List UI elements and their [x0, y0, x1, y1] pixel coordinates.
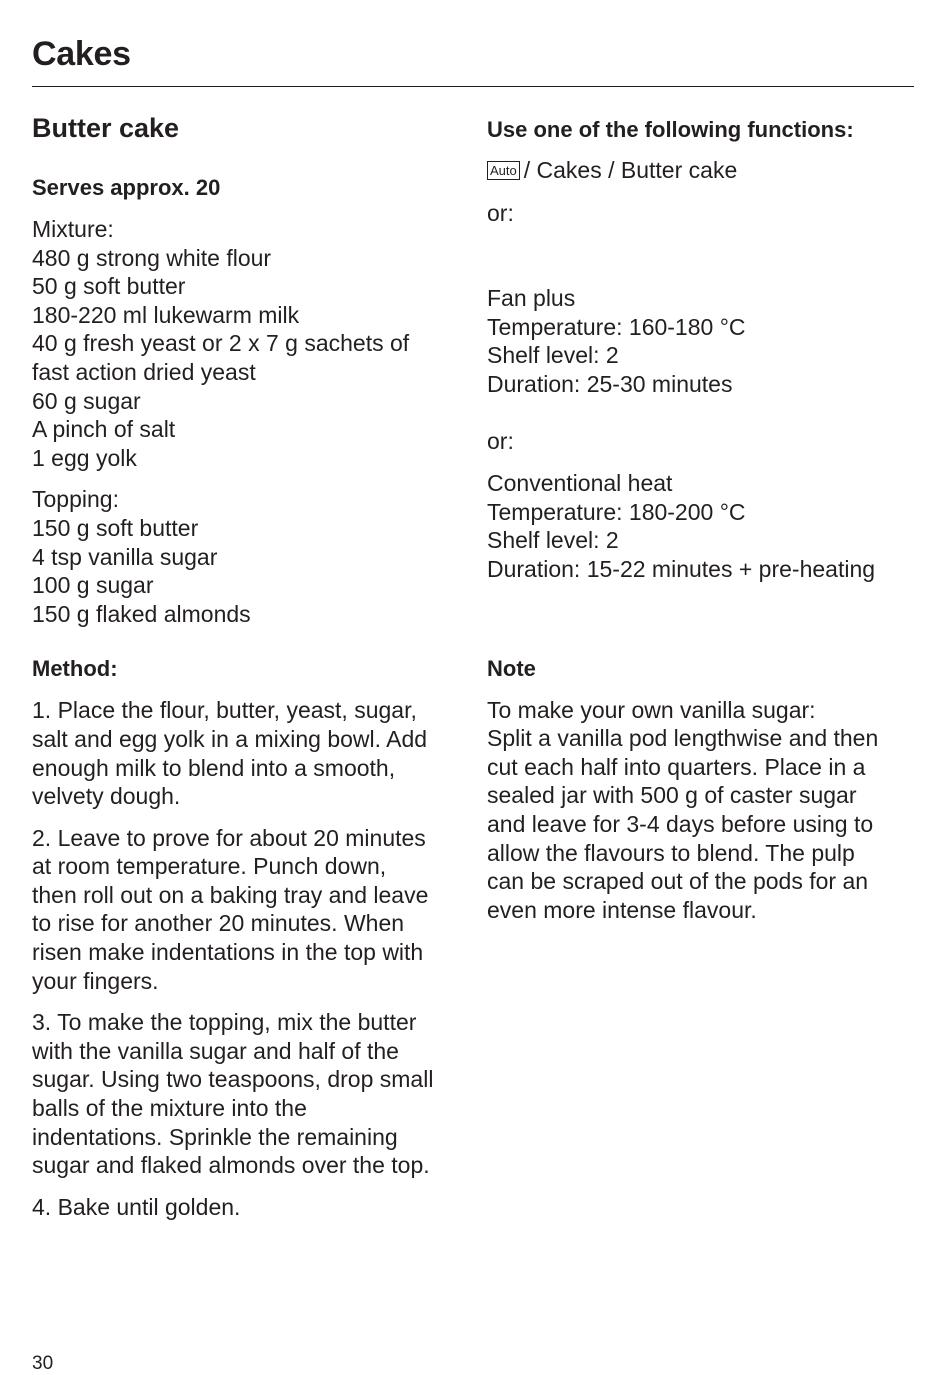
text-line: salt and egg yolk in a mixing bowl. Add	[32, 725, 428, 752]
method-step	[32, 824, 462, 996]
text-line: 180-220 ml lukewarm milk	[32, 301, 300, 328]
text-line: sugar and flaked almonds over the top.	[32, 1152, 430, 1179]
text-line: 150 g soft butter	[32, 514, 199, 541]
text-line: Temperature: 160-180 °C	[487, 313, 746, 340]
method-step	[32, 696, 462, 810]
recipe-title: Butter cake	[32, 113, 180, 143]
method-heading: Method:	[32, 656, 118, 682]
text-line: velvety dough.	[32, 783, 181, 810]
text-line: indentations. Sprinkle the remaining	[32, 1123, 398, 1150]
text-line: 1. Place the flour, butter, yeast, sugar,	[32, 697, 417, 724]
text-line: Split a vanilla pod lengthwise and then	[487, 725, 879, 752]
method-step	[32, 1193, 462, 1222]
header-rule	[32, 86, 914, 87]
text-line: 480 g strong white flour	[32, 244, 272, 271]
text-line: to rise for another 20 minutes. When	[32, 910, 405, 937]
text-line: Mixture:	[32, 216, 114, 242]
text-line: A pinch of salt	[32, 416, 176, 443]
topping-list	[32, 485, 462, 628]
text-line: 2. Leave to prove for about 20 minutes	[32, 824, 426, 851]
text-line: Conventional heat	[487, 470, 673, 497]
auto-program-line	[487, 156, 917, 185]
text-line: 60 g sugar	[32, 387, 141, 414]
text-line: can be scraped out of the pods for an	[487, 868, 869, 895]
conventional-heat-settings	[487, 469, 917, 583]
text-line: 150 g flaked almonds	[32, 600, 251, 627]
functions-heading: Use one of the following functions:	[487, 117, 854, 142]
text-line: Topping:	[32, 486, 119, 513]
text-line: sugar. Using two teaspoons, drop small	[32, 1066, 434, 1093]
text-line: allow the flavours to blend. The pulp	[487, 839, 855, 866]
text-line: Duration: 15-22 minutes + pre-heating	[487, 555, 876, 582]
text-line: at room temperature. Punch down,	[32, 853, 387, 880]
fan-plus-settings	[487, 284, 917, 398]
or-label: or:	[487, 427, 514, 454]
auto-path: / Cakes / Butter cake	[523, 157, 738, 183]
page-title: Cakes	[32, 35, 131, 73]
right-column	[487, 110, 917, 924]
text-line: Fan plus	[487, 285, 576, 312]
text-line: 3. To make the topping, mix the butter	[32, 1009, 417, 1036]
text-line: cut each half into quarters. Place in a	[487, 753, 866, 780]
text-line: your fingers.	[32, 967, 159, 994]
text-line: even more intense flavour.	[487, 896, 757, 923]
method-step	[32, 1008, 462, 1180]
text-line: To make your own vanilla sugar:	[487, 696, 816, 723]
text-line: 40 g fresh yeast or 2 x 7 g sachets of	[32, 330, 410, 357]
text-line: 50 g soft butter	[32, 273, 186, 300]
text-line: 4. Bake until golden.	[32, 1193, 241, 1220]
text-line: then roll out on a baking tray and leave	[32, 881, 429, 908]
text-line: 100 g sugar	[32, 572, 154, 599]
text-line: enough milk to blend into a smooth,	[32, 754, 396, 781]
text-line: Duration: 25-30 minutes	[487, 370, 733, 397]
text-line: with the vanilla sugar and half of the	[32, 1037, 399, 1064]
text-line: Shelf level: 2	[487, 342, 619, 369]
page-number: 30	[32, 1353, 54, 1374]
text-line: Temperature: 180-200 °C	[487, 498, 746, 525]
text-line: and leave for 3-4 days before using to	[487, 810, 874, 837]
note-text	[487, 696, 917, 925]
or-label: or:	[487, 199, 514, 226]
text-line: fast action dried yeast	[32, 358, 256, 385]
note-heading: Note	[487, 655, 536, 681]
text-line: 4 tsp vanilla sugar	[32, 543, 218, 570]
mixture-list	[32, 215, 462, 472]
auto-icon: Auto	[487, 161, 520, 180]
text-line: 1 egg yolk	[32, 444, 137, 471]
text-line: risen make indentations in the top with	[32, 939, 424, 966]
serves-heading: Serves approx. 20	[32, 175, 221, 200]
text-line: sealed jar with 500 g of caster sugar	[487, 782, 857, 809]
left-column	[32, 110, 462, 1221]
text-line: Shelf level: 2	[487, 527, 619, 554]
text-line: balls of the mixture into the	[32, 1095, 307, 1122]
